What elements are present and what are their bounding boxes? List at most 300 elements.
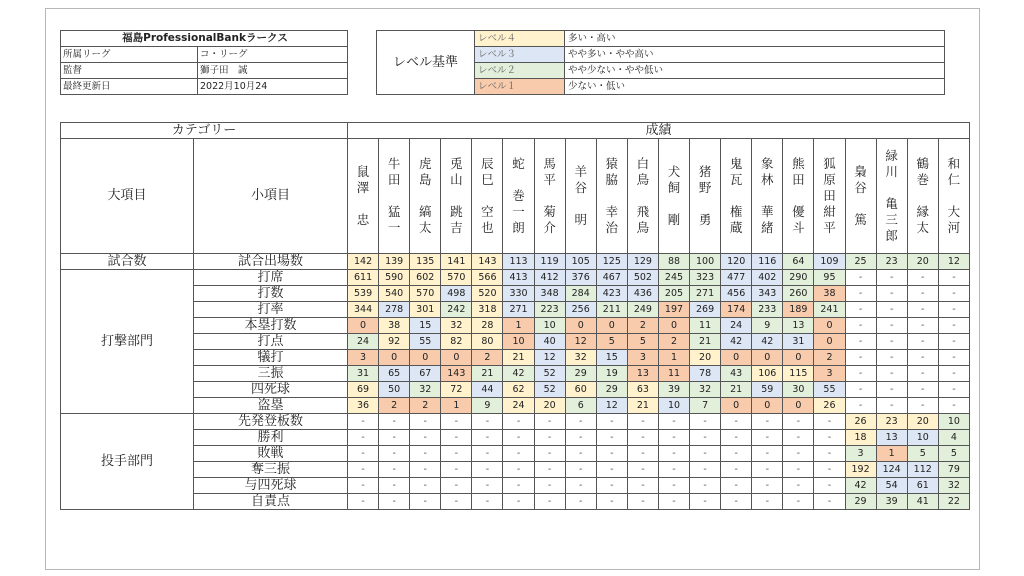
stat-value-cell: - <box>752 462 783 478</box>
stat-value-cell: 2 <box>410 398 441 414</box>
stat-value-cell: 23 <box>876 414 907 430</box>
player-name-char: 田 <box>823 188 836 203</box>
stat-value-cell: - <box>379 446 410 462</box>
stat-value-cell: 241 <box>814 302 845 318</box>
stat-value-cell: 611 <box>348 270 379 286</box>
stat-value-cell: 135 <box>410 254 441 270</box>
stat-value-cell: 142 <box>348 254 379 270</box>
stat-value-cell: 242 <box>441 302 472 318</box>
stats-row <box>61 478 970 494</box>
stat-value-cell: - <box>783 462 814 478</box>
player-name-char: 谷 <box>854 180 867 195</box>
stat-value-cell: 260 <box>783 286 814 302</box>
stat-value-cell: - <box>503 446 534 462</box>
stat-value-cell: 143 <box>472 254 503 270</box>
stat-value-cell: 20 <box>907 254 938 270</box>
stat-value-cell: - <box>658 478 689 494</box>
legend-level-3: レベル３ <box>475 47 565 63</box>
stat-value-cell: - <box>876 286 907 302</box>
stat-value-cell: - <box>876 382 907 398</box>
player-name-char <box>703 196 707 212</box>
player-name-char <box>672 196 676 212</box>
stat-value-cell: - <box>565 446 596 462</box>
stat-value-cell: 15 <box>596 350 627 366</box>
player-name-char: 鳥 <box>636 220 650 235</box>
stat-value-cell: - <box>596 414 627 430</box>
stat-value-cell: 88 <box>658 254 689 270</box>
stat-value-cell: 11 <box>690 318 721 334</box>
stat-value-cell: - <box>410 462 441 478</box>
stat-value-cell: 116 <box>752 254 783 270</box>
stat-value-cell: - <box>658 462 689 478</box>
stat-value-cell: 42 <box>503 366 534 382</box>
stat-label: 与四死球 <box>194 478 348 494</box>
stat-value-cell: 28 <box>472 318 503 334</box>
stat-value-cell: 1 <box>441 398 472 414</box>
player-name-char: 緒 <box>761 220 774 235</box>
stat-value-cell: 5 <box>596 334 627 350</box>
stat-value-cell: - <box>690 414 721 430</box>
player-name-char: 平 <box>823 220 836 235</box>
stat-value-cell: 0 <box>752 350 783 366</box>
player-name-char: 辰 <box>481 156 494 171</box>
stat-value-cell: 42 <box>845 478 876 494</box>
stat-label: 試合出場数 <box>194 254 348 270</box>
player-name-char: 野 <box>698 180 712 195</box>
stats-row <box>61 382 970 398</box>
stat-value-cell: 570 <box>410 286 441 302</box>
stat-label: 敗戦 <box>194 446 348 462</box>
stat-value-cell: 376 <box>565 270 596 286</box>
stat-value-cell: 402 <box>752 270 783 286</box>
stat-value-cell: 467 <box>596 270 627 286</box>
player-name-char: 太 <box>916 220 929 235</box>
stat-label: 犠打 <box>194 350 348 366</box>
player-name-char: 澤 <box>356 180 370 195</box>
stat-value-cell: 32 <box>441 318 472 334</box>
player-name-char: 三 <box>885 212 898 227</box>
player-name-char: 和 <box>947 156 961 171</box>
stats-row <box>61 334 970 350</box>
stat-value-cell: 80 <box>472 334 503 350</box>
player-name-char: 牛 <box>387 156 401 171</box>
stat-value-cell: - <box>379 462 410 478</box>
stat-value-cell: - <box>658 446 689 462</box>
player-name-char: 跳 <box>450 204 463 219</box>
player-name <box>721 156 751 236</box>
stat-value-cell: 139 <box>379 254 410 270</box>
player-name-char: 平 <box>543 172 556 187</box>
stat-value-cell: - <box>565 462 596 478</box>
player-name-char: 梟 <box>854 164 867 179</box>
stat-value-cell: - <box>752 446 783 462</box>
stat-value-cell: - <box>534 462 565 478</box>
section-label: 投手部門 <box>61 414 194 510</box>
stat-value-cell: - <box>876 302 907 318</box>
stat-value-cell: - <box>938 302 969 318</box>
player-name-char: 犬 <box>667 164 681 179</box>
player-name-char: 篤 <box>854 212 867 227</box>
player-name <box>877 148 907 244</box>
stat-value-cell: 25 <box>845 254 876 270</box>
player-name-char: 菊 <box>543 204 556 219</box>
player-name-char: 勇 <box>698 212 712 227</box>
stat-value-cell: - <box>907 270 938 286</box>
player-name-char: 蔵 <box>729 220 743 235</box>
stat-value-cell: - <box>907 318 938 334</box>
stat-value-cell: 23 <box>876 254 907 270</box>
stat-value-cell: 10 <box>534 318 565 334</box>
player-name <box>908 156 938 236</box>
stat-value-cell: - <box>503 414 534 430</box>
stat-value-cell: - <box>503 430 534 446</box>
stat-value-cell: 4 <box>938 430 969 446</box>
stat-value-cell: - <box>348 494 379 510</box>
stat-value-cell: 0 <box>752 398 783 414</box>
stat-value-cell: 0 <box>658 318 689 334</box>
stat-value-cell: 40 <box>534 334 565 350</box>
stat-value-cell: 0 <box>348 318 379 334</box>
stat-value-cell: - <box>410 494 441 510</box>
player-name-char: 瓦 <box>729 172 743 187</box>
player-name-char <box>859 196 863 212</box>
stat-value-cell: - <box>845 382 876 398</box>
player-name-char: 大 <box>947 204 961 219</box>
player-name-char: 優 <box>792 204 805 219</box>
player-name-char: 鼠 <box>356 164 370 179</box>
player-name <box>752 156 782 236</box>
stat-value-cell: - <box>565 430 596 446</box>
stat-value-cell: 271 <box>503 302 534 318</box>
player-name-header <box>472 139 503 254</box>
stat-value-cell: 21 <box>627 398 658 414</box>
stat-value-cell: - <box>410 430 441 446</box>
player-name-header <box>379 139 410 254</box>
stat-value-cell: 436 <box>627 286 658 302</box>
stat-value-cell: 106 <box>752 366 783 382</box>
stat-value-cell: 330 <box>503 286 534 302</box>
legend-level-2: レベル２ <box>475 63 565 79</box>
stat-value-cell: 0 <box>721 398 752 414</box>
stat-value-cell: 498 <box>441 286 472 302</box>
player-name <box>410 156 440 236</box>
info-label-league: 所属リーグ <box>61 47 198 63</box>
player-name <box>379 156 409 236</box>
stat-value-cell: 21 <box>690 334 721 350</box>
stat-value-cell: 2 <box>658 334 689 350</box>
player-name-header <box>845 139 876 254</box>
stat-value-cell: - <box>627 494 658 510</box>
stat-label: 打率 <box>194 302 348 318</box>
stat-value-cell: 13 <box>783 318 814 334</box>
stat-value-cell: - <box>690 462 721 478</box>
stat-value-cell: - <box>596 478 627 494</box>
stat-value-cell: 189 <box>783 302 814 318</box>
stat-value-cell: 92 <box>379 334 410 350</box>
stat-value-cell: 72 <box>441 382 472 398</box>
player-name-char: 飛 <box>636 204 650 219</box>
stats-row <box>61 350 970 366</box>
stat-value-cell: - <box>565 414 596 430</box>
stat-value-cell: 50 <box>379 382 410 398</box>
player-name <box>566 164 596 228</box>
stat-value-cell: 271 <box>690 286 721 302</box>
stat-value-cell: - <box>596 446 627 462</box>
stat-value-cell: 348 <box>534 286 565 302</box>
stat-value-cell: 20 <box>690 350 721 366</box>
stat-value-cell: 539 <box>348 286 379 302</box>
stats-row <box>61 430 970 446</box>
stat-value-cell: 278 <box>379 302 410 318</box>
stat-value-cell: - <box>721 462 752 478</box>
stat-value-cell: 39 <box>876 494 907 510</box>
category-header: カテゴリー <box>61 123 348 139</box>
stat-value-cell: 9 <box>472 398 503 414</box>
stat-value-cell: - <box>783 430 814 446</box>
stat-value-cell: - <box>690 478 721 494</box>
info-value-league: コ・リーグ <box>198 47 348 63</box>
stat-value-cell: - <box>876 398 907 414</box>
stat-value-cell: - <box>845 286 876 302</box>
player-name <box>846 164 876 228</box>
stat-value-cell: 192 <box>845 462 876 478</box>
player-name-char <box>890 180 894 196</box>
player-name-char: 縞 <box>418 204 432 219</box>
stat-value-cell: 412 <box>534 270 565 286</box>
stat-value-cell: 19 <box>596 366 627 382</box>
stat-value-cell: 54 <box>876 478 907 494</box>
stat-value-cell: 10 <box>907 430 938 446</box>
stat-value-cell: - <box>721 430 752 446</box>
stat-value-cell: - <box>534 494 565 510</box>
stat-value-cell: - <box>938 366 969 382</box>
player-name-char <box>485 188 489 204</box>
stat-value-cell: - <box>627 414 658 430</box>
stat-value-cell: 12 <box>596 398 627 414</box>
stat-value-cell: 31 <box>348 366 379 382</box>
player-name <box>783 156 813 236</box>
player-name-char <box>641 188 645 204</box>
player-name-char: 鬼 <box>729 156 743 171</box>
player-name-header <box>721 139 752 254</box>
stat-value-cell: - <box>721 414 752 430</box>
stat-value-cell: 65 <box>379 366 410 382</box>
stat-value-cell: - <box>907 286 938 302</box>
stat-value-cell: 10 <box>503 334 534 350</box>
stat-value-cell: 290 <box>783 270 814 286</box>
stat-value-cell: 245 <box>658 270 689 286</box>
stat-value-cell: 30 <box>783 382 814 398</box>
stat-value-cell: - <box>534 414 565 430</box>
stat-value-cell: - <box>596 494 627 510</box>
player-name-char: 斗 <box>792 220 805 235</box>
player-name <box>690 164 720 228</box>
stat-value-cell: 12 <box>938 254 969 270</box>
stat-value-cell: 7 <box>690 398 721 414</box>
stat-label: 本塁打数 <box>194 318 348 334</box>
player-name-char: 介 <box>543 220 556 235</box>
stat-value-cell: 141 <box>441 254 472 270</box>
stat-value-cell: 78 <box>690 366 721 382</box>
player-name-char: 馬 <box>543 156 556 171</box>
stat-value-cell: 38 <box>379 318 410 334</box>
stat-value-cell: 174 <box>721 302 752 318</box>
player-name <box>472 156 502 236</box>
stat-value-cell: 43 <box>721 366 752 382</box>
results-header: 成績 <box>348 123 970 139</box>
player-name-header <box>690 139 721 254</box>
stat-value-cell: - <box>441 494 472 510</box>
stat-value-cell: - <box>348 430 379 446</box>
stat-value-cell: 60 <box>565 382 596 398</box>
player-name-char: 山 <box>450 172 463 187</box>
player-name-char: 吉 <box>450 220 463 235</box>
stat-label: 先発登板数 <box>194 414 348 430</box>
player-name-char <box>765 188 769 204</box>
player-name-char: 緑 <box>885 148 898 163</box>
player-name-char <box>952 188 956 204</box>
player-name <box>628 156 658 236</box>
stat-value-cell: 32 <box>938 478 969 494</box>
stat-value-cell: - <box>441 430 472 446</box>
stat-value-cell: 29 <box>845 494 876 510</box>
stat-value-cell: - <box>503 494 534 510</box>
stat-label: 三振 <box>194 366 348 382</box>
player-name <box>441 156 471 236</box>
player-name-char: 明 <box>574 212 587 227</box>
stat-label: 打数 <box>194 286 348 302</box>
stats-row <box>61 270 970 286</box>
stat-value-cell: - <box>876 318 907 334</box>
player-name-header <box>565 139 596 254</box>
stat-value-cell: 44 <box>472 382 503 398</box>
stat-value-cell: - <box>348 414 379 430</box>
stat-value-cell: 100 <box>690 254 721 270</box>
stat-value-cell: 477 <box>721 270 752 286</box>
stat-value-cell: - <box>845 318 876 334</box>
stats-row <box>61 366 970 382</box>
player-name-char: 巻 <box>512 188 525 203</box>
stat-value-cell: 18 <box>845 430 876 446</box>
player-name <box>939 156 969 236</box>
info-value-updated: 2022月10月24 <box>198 79 348 95</box>
stats-grid <box>60 122 970 510</box>
stats-row <box>61 286 970 302</box>
stat-value-cell: - <box>938 286 969 302</box>
stat-value-cell: 38 <box>814 286 845 302</box>
stat-value-cell: 125 <box>596 254 627 270</box>
stat-value-cell: - <box>441 462 472 478</box>
stat-value-cell: 20 <box>907 414 938 430</box>
stat-value-cell: 284 <box>565 286 596 302</box>
stat-value-cell: - <box>783 446 814 462</box>
stat-value-cell: - <box>627 430 658 446</box>
stat-value-cell: 323 <box>690 270 721 286</box>
stat-value-cell: 233 <box>752 302 783 318</box>
stat-value-cell: - <box>565 478 596 494</box>
stat-value-cell: 570 <box>441 270 472 286</box>
stat-value-cell: - <box>379 430 410 446</box>
player-name-char <box>921 188 925 204</box>
stat-value-cell: - <box>845 302 876 318</box>
stat-value-cell: - <box>627 462 658 478</box>
stat-value-cell: - <box>503 462 534 478</box>
stat-value-cell: - <box>721 494 752 510</box>
stat-label: 打席 <box>194 270 348 286</box>
stat-value-cell: - <box>690 494 721 510</box>
player-name-char: 河 <box>947 220 961 235</box>
player-name-header <box>876 139 907 254</box>
player-name <box>814 156 844 236</box>
stat-label: 盗塁 <box>194 398 348 414</box>
player-name-header <box>348 139 379 254</box>
stat-value-cell: 5 <box>627 334 658 350</box>
player-name-char: 猿 <box>605 156 619 171</box>
stat-value-cell: - <box>441 446 472 462</box>
stat-value-cell: 1 <box>503 318 534 334</box>
stat-value-cell: 12 <box>534 350 565 366</box>
stat-value-cell: 2 <box>472 350 503 366</box>
stat-value-cell: - <box>410 478 441 494</box>
stat-value-cell: 32 <box>565 350 596 366</box>
stat-value-cell: 32 <box>410 382 441 398</box>
stat-value-cell: 502 <box>627 270 658 286</box>
stat-value-cell: 12 <box>565 334 596 350</box>
stat-value-cell: 318 <box>472 302 503 318</box>
stat-value-cell: - <box>690 430 721 446</box>
stat-value-cell: - <box>814 494 845 510</box>
stat-value-cell: - <box>627 446 658 462</box>
stat-value-cell: 15 <box>410 318 441 334</box>
stat-value-cell: 79 <box>938 462 969 478</box>
stat-value-cell: 0 <box>596 318 627 334</box>
stat-value-cell: 2 <box>627 318 658 334</box>
stats-row <box>61 318 970 334</box>
stat-value-cell: - <box>783 478 814 494</box>
player-name <box>535 156 565 236</box>
player-name-char: 原 <box>823 172 836 187</box>
stats-row <box>61 398 970 414</box>
stat-value-cell: - <box>752 494 783 510</box>
player-name <box>348 164 378 228</box>
stat-value-cell: 540 <box>379 286 410 302</box>
stat-value-cell: - <box>907 382 938 398</box>
stat-value-cell: 13 <box>627 366 658 382</box>
stat-value-cell: 223 <box>534 302 565 318</box>
stat-value-cell: 1 <box>658 350 689 366</box>
stat-value-cell: 69 <box>348 382 379 398</box>
stat-value-cell: - <box>752 478 783 494</box>
stats-row <box>61 494 970 510</box>
stat-label: 奪三振 <box>194 462 348 478</box>
stats-row <box>61 414 970 430</box>
stat-value-cell: - <box>752 414 783 430</box>
level-legend-table <box>376 30 945 95</box>
stat-value-cell: 2 <box>814 350 845 366</box>
player-name-char: 川 <box>885 164 898 179</box>
stat-value-cell: 29 <box>565 366 596 382</box>
player-name-char: 林 <box>761 172 774 187</box>
stat-value-cell: 26 <box>814 398 845 414</box>
stat-value-cell: 105 <box>565 254 596 270</box>
player-name-char: 空 <box>481 204 494 219</box>
stat-value-cell: 520 <box>472 286 503 302</box>
stat-value-cell: 205 <box>658 286 689 302</box>
legend-desc-2: やや少ない・やや低い <box>565 63 945 79</box>
player-name-header <box>752 139 783 254</box>
stat-value-cell: - <box>472 462 503 478</box>
stat-value-cell: 211 <box>596 302 627 318</box>
